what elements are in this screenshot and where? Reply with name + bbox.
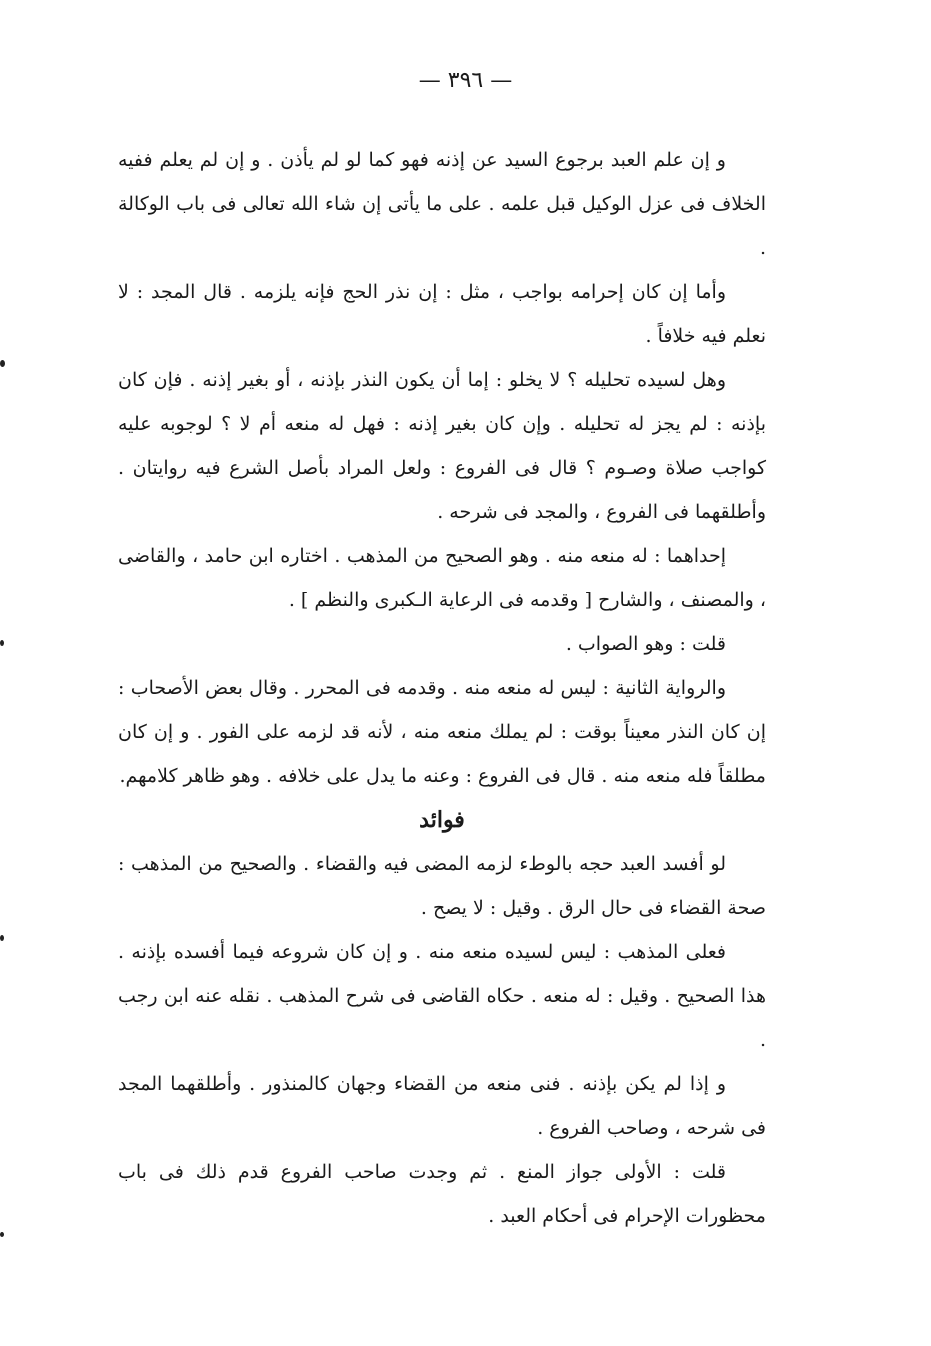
paragraph: فعلى المذهب : ليس لسيده منعه منه . و إن كان شروعه فيما أفسده بإذنه . هذا الصحيح . وقيل : له منعه . حكاه القاضى فى شرح المذهب . نقله عنه ابن رجب . xyxy=(118,941,766,1051)
paragraph: و إن علم العبد برجوع السيد عن إذنه فهو كما لو لم يأذن . و إن لم يعلم ففيه الخلاف فى عزل الوكيل قبل علمه . على ما يأتى إن شاء الله تعالى فى باب الوكالة . xyxy=(118,149,766,259)
paragraph: قلت : الأولى جواز المنع . ثم وجدت صاحب الفروع قدم ذلك فى باب محظورات الإحرام فى أحكام العبد . xyxy=(118,1161,766,1227)
paragraph: لو أفسد العبد حجه بالوطء لزمه المضى فيه والقضاء . والصحيح من المذهب : صحة القضاء فى حال الرق . وقيل : لا يصح . xyxy=(118,853,766,919)
paragraph: والرواية الثانية : ليس له منعه منه . وقدمه فى المحرر . وقال بعض الأصحاب : إن كان النذر معيناً بوقت : لم يملك منعه منه ، لأنه قد لزمه على الفور . و إن كان مطلقاً فله منعه منه . قال فى الفروع : وعنه ما يدل على خلافه . وهو ظاهر كلامهم. xyxy=(118,677,766,787)
page-number: — ٣٩٦ — xyxy=(418,68,513,93)
edge-mark xyxy=(0,640,4,646)
edge-mark xyxy=(0,1232,4,1237)
edge-mark xyxy=(0,935,4,941)
paragraph: وهل لسيده تحليله ؟ لا يخلو : إما أن يكون النذر بإذنه ، أو بغير إذنه . فإن كان بإذنه : لم يجز له تحليله . وإن كان بغير إذنه : فهل له منعه أم لا ؟ لوجوبه عليه كواجب صلاة وصـوم ؟ قال فى الفروع : ولعل المراد بأصل الشرع فيه روايتان . وأطلقهما فى الفروع ، والمجد فى شرحه . xyxy=(118,369,766,523)
edge-mark xyxy=(0,360,5,367)
paragraph: وأما إن كان إحرامه بواجب ، مثل : إن نذر الحج فإنه يلزمه . قال المجد : لا نعلم فيه خلافاً . xyxy=(118,281,766,347)
paragraph: قلت : وهو الصواب . xyxy=(565,633,726,655)
body-text xyxy=(118,138,766,1238)
paragraph: إحداهما : له منعه منه . وهو الصحيح من المذهب . اختاره ابن حامد ، والقاضى ، والمصنف ، والشارح [ وقدمه فى الرعاية الـكبرى والنظم ] . xyxy=(118,545,766,611)
section-heading: فوائد xyxy=(419,807,465,833)
paragraph: و إذا لم يكن بإذنه . فنى منعه من القضاء وجهان كالمنذور . وأطلقهما المجد فى شرحه ، وصاحب الفروع . xyxy=(118,1073,766,1139)
